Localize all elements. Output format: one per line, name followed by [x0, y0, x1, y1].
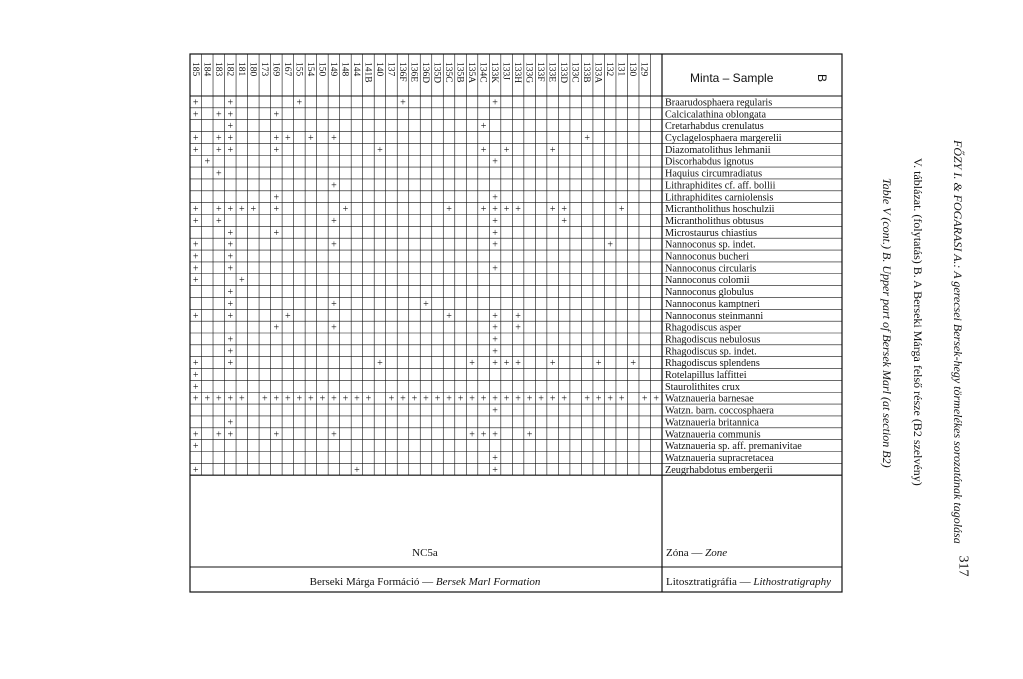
- species-name: Haquius circumradiatus: [665, 168, 763, 180]
- occurrence-mark: +: [515, 310, 521, 322]
- occurrence-mark: +: [492, 263, 498, 275]
- sample-number: 150: [316, 62, 327, 77]
- sample-number: 133A: [592, 62, 603, 84]
- sample-number: 130: [627, 62, 638, 77]
- occurrence-mark: +: [492, 310, 498, 322]
- occurrence-mark: +: [434, 393, 441, 405]
- occurrence-mark: +: [492, 215, 498, 227]
- occurrence-mark: +: [296, 393, 303, 405]
- occurrence-mark: +: [400, 97, 406, 109]
- occurrence-mark: +: [238, 275, 245, 287]
- occurrence-mark: +: [227, 144, 234, 156]
- occurrence-mark: +: [227, 417, 234, 429]
- occurrence-mark: +: [492, 97, 498, 109]
- occurrence-mark: +: [492, 227, 498, 239]
- occurrence-mark: +: [561, 215, 567, 227]
- species-name: Nannoconus steinmanni: [665, 310, 764, 322]
- sample-number: 182: [224, 62, 235, 77]
- occurrence-mark: +: [549, 358, 556, 370]
- species-name: Watznaueria supracretacea: [665, 452, 774, 464]
- species-name: Rhagodiscus asper: [665, 322, 742, 334]
- occurrence-mark: +: [250, 204, 257, 216]
- sample-number: 167: [281, 62, 292, 77]
- species-name: Watznaueria barnesae: [665, 393, 754, 405]
- occurrence-mark: +: [503, 393, 510, 405]
- occurrence-mark: +: [285, 393, 291, 405]
- occurrence-mark: +: [549, 393, 556, 405]
- occurrence-mark: +: [192, 370, 199, 381]
- occurrence-mark: +: [641, 393, 648, 405]
- occurrence-mark: +: [492, 393, 498, 405]
- occurrence-mark: +: [584, 393, 590, 405]
- species-name: Lithraphidites carniolensis: [665, 192, 774, 204]
- occurrence-mark: +: [273, 393, 280, 405]
- occurrence-mark: +: [492, 429, 498, 441]
- occurrence-mark: +: [503, 144, 510, 156]
- sample-number: 133G: [523, 62, 534, 84]
- occurrence-mark: +: [561, 393, 567, 405]
- occurrence-mark: +: [227, 133, 234, 144]
- occurrence-mark: +: [192, 441, 199, 453]
- species-name: Nannoconus globulus: [665, 287, 754, 299]
- sample-number: 135D: [431, 62, 442, 84]
- occurrence-mark: +: [388, 393, 395, 405]
- occurrence-mark: +: [492, 464, 498, 476]
- occurrence-mark: +: [192, 133, 199, 144]
- lithostratigraphy-label: Litosztratigráfia — Lithostratigraphy: [666, 576, 831, 588]
- occurrence-mark: +: [227, 204, 234, 216]
- occurrence-mark: +: [273, 109, 280, 121]
- occurrence-mark: +: [192, 251, 199, 263]
- occurrence-mark: +: [515, 358, 521, 370]
- occurrence-mark: +: [549, 204, 556, 216]
- occurrence-mark: +: [285, 133, 291, 144]
- page-number: 317: [955, 555, 970, 577]
- occurrence-mark: +: [227, 251, 234, 263]
- occurrence-mark: +: [192, 381, 199, 393]
- occurrence-mark: +: [227, 97, 234, 109]
- occurrence-mark: +: [480, 429, 487, 441]
- occurrence-mark: +: [227, 109, 234, 121]
- occurrence-mark: +: [192, 215, 199, 227]
- occurrence-mark: +: [515, 322, 521, 334]
- sample-number: 185: [189, 62, 200, 77]
- occurrence-mark: +: [192, 263, 199, 275]
- species-name: Discorhabdus ignotus: [665, 156, 754, 168]
- species-name: Watznaueria sp. aff. premanivitae: [665, 441, 802, 453]
- species-name: Staurolithites crux: [665, 381, 740, 393]
- sample-number: 133H: [512, 62, 523, 84]
- species-name: Cretarhabdus crenulatus: [665, 121, 764, 133]
- sample-number: 181: [235, 62, 246, 77]
- occurrence-mark: +: [561, 204, 567, 216]
- species-name: Calcicalathina oblongata: [665, 109, 766, 121]
- sample-number: 134C: [477, 62, 488, 83]
- occurrence-mark: +: [192, 97, 199, 109]
- sample-number: 133C: [569, 62, 580, 83]
- sample-number: 149: [327, 62, 338, 77]
- occurrence-mark: +: [192, 109, 199, 121]
- sample-number: 184: [201, 62, 212, 77]
- species-name: Nannoconus colomii: [665, 275, 750, 287]
- occurrence-mark: +: [238, 204, 245, 216]
- sample-number: 135C: [443, 62, 454, 83]
- occurrence-mark: +: [446, 310, 452, 322]
- occurrence-mark: +: [331, 429, 337, 441]
- occurrence-mark: +: [446, 393, 452, 405]
- occurrence-mark: +: [273, 204, 280, 216]
- sample-number: 136F: [396, 62, 407, 82]
- species-name: Diazomatolithus lehmanii: [665, 144, 771, 156]
- occurrence-mark: +: [308, 393, 314, 405]
- occurrence-mark: +: [215, 144, 222, 156]
- occurrence-mark: +: [227, 358, 234, 370]
- occurrence-mark: +: [273, 227, 280, 239]
- species-rows: [665, 97, 802, 475]
- occurrence-mark: +: [492, 192, 498, 204]
- occurrence-mark: +: [227, 121, 234, 133]
- occurrence-mark: +: [377, 358, 383, 370]
- sample-number: 132: [604, 62, 615, 77]
- occurrence-mark: +: [400, 393, 406, 405]
- sample-number: 173: [258, 62, 269, 77]
- occurrence-mark: +: [215, 109, 222, 121]
- section-mark: B: [815, 74, 829, 83]
- sample-number: 135A: [466, 62, 477, 84]
- formation-value: Berseki Márga Formáció — Bersek Marl Formation: [309, 576, 541, 588]
- species-name: Rhagodiscus nebulosus: [665, 334, 761, 346]
- occurrence-mark: +: [273, 322, 280, 334]
- occurrence-mark: +: [618, 204, 625, 216]
- occurrence-mark: +: [423, 298, 429, 310]
- occurrence-mark: +: [192, 393, 199, 405]
- species-name: Nannoconus bucheri: [665, 251, 750, 263]
- species-name: Watznaueria britannica: [665, 417, 759, 429]
- occurrence-mark: +: [480, 393, 487, 405]
- occurrence-mark: +: [492, 346, 498, 358]
- species-name: Rotelapillus laffittei: [665, 370, 747, 381]
- occurrence-mark: +: [618, 393, 625, 405]
- species-name: Nannoconus circularis: [665, 263, 757, 275]
- occurrence-mark: +: [515, 204, 521, 216]
- occurrence-mark: +: [469, 429, 475, 441]
- zone-value: NC5a: [412, 547, 438, 559]
- occurrence-mark: +: [331, 180, 337, 192]
- occurrence-mark: +: [331, 322, 337, 334]
- occurrence-mark: +: [192, 275, 199, 287]
- occurrence-mark: +: [653, 393, 660, 405]
- occurrence-mark: +: [492, 156, 498, 168]
- sample-number: 141B: [362, 62, 373, 83]
- sample-number: 148: [339, 62, 350, 77]
- occurrence-mark: +: [480, 121, 487, 133]
- occurrence-mark: +: [503, 358, 510, 370]
- sample-number: 140: [373, 62, 384, 77]
- table-caption-hungarian: V. táblázat. (folytatás) B. A Berseki Márga felső része (B2 szelvény): [911, 158, 925, 486]
- occurrence-mark: +: [480, 144, 487, 156]
- occurrence-mark: +: [319, 393, 326, 405]
- sample-number: 180: [247, 62, 258, 77]
- species-name: Nannoconus kamptneri: [665, 298, 760, 310]
- species-name: Watzn. barn. coccosphaera: [665, 405, 774, 417]
- occurrence-mark: +: [227, 429, 234, 441]
- species-name: Braarudosphaera regularis: [665, 97, 773, 109]
- sample-column-label: Minta – Sample: [690, 71, 774, 85]
- occurrence-mark: +: [503, 204, 510, 216]
- occurrence-mark: +: [515, 393, 521, 405]
- occurrence-mark: +: [238, 393, 245, 405]
- occurrence-mark: +: [446, 204, 452, 216]
- sample-number: 131: [615, 62, 626, 77]
- occurrence-mark: +: [526, 429, 533, 441]
- sample-number: 135B: [454, 62, 465, 83]
- species-name: Micrantholithus obtusus: [665, 215, 764, 227]
- species-name: Zeugrhabdotus embergerii: [665, 464, 773, 476]
- sample-number: 144: [350, 62, 361, 77]
- occurrence-mark: +: [480, 204, 487, 216]
- occurrence-mark: +: [192, 358, 199, 370]
- occurrence-mark: +: [607, 393, 614, 405]
- occurrence-mark: +: [630, 358, 637, 370]
- table-caption-english: Table V (cont.) B. Upper part of Bersek Marl (at section B2): [880, 178, 894, 468]
- occurrence-mark: +: [607, 239, 614, 251]
- occurrence-mark: +: [331, 133, 337, 144]
- species-name: Microstaurus chiastius: [665, 227, 757, 239]
- occurrence-mark: +: [215, 429, 222, 441]
- occurrence-mark: +: [215, 168, 222, 180]
- species-name: Lithraphidites cf. aff. bollii: [665, 180, 776, 192]
- occurrence-mark: +: [273, 133, 280, 144]
- sample-number: 133E: [546, 62, 557, 83]
- occurrence-mark: +: [227, 263, 234, 275]
- occurrence-mark: +: [331, 393, 337, 405]
- species-name: Rhagodiscus splendens: [665, 358, 760, 370]
- occurrence-mark: +: [227, 346, 234, 358]
- occurrence-mark: +: [227, 287, 234, 299]
- occurrence-mark: +: [227, 239, 234, 251]
- occurrence-mark: +: [296, 97, 303, 109]
- occurrence-mark: +: [192, 310, 199, 322]
- sample-number: 154: [304, 62, 315, 77]
- occurrence-mark: +: [469, 393, 475, 405]
- sample-number: 133J: [500, 62, 511, 80]
- occurrence-mark: +: [227, 298, 234, 310]
- occurrence-mark: +: [192, 464, 199, 476]
- zone-label: Zóna — Zone: [666, 547, 728, 559]
- sample-number: 133D: [558, 62, 569, 84]
- occurrence-mark: +: [308, 133, 314, 144]
- species-name: Rhagodiscus sp. indet.: [665, 346, 757, 358]
- sample-number: 137: [385, 62, 396, 77]
- occurrence-mark: +: [215, 215, 222, 227]
- sample-number: 136E: [408, 62, 419, 83]
- occurrence-mark: +: [492, 239, 498, 251]
- sample-header-row: [190, 62, 649, 83]
- occurrence-mark: +: [273, 429, 280, 441]
- occurrence-mark: +: [549, 144, 556, 156]
- species-name: Watznaueria communis: [665, 429, 761, 441]
- occurrence-mark: +: [595, 393, 602, 405]
- occurrence-mark: +: [331, 298, 337, 310]
- occurrence-mark: +: [492, 204, 498, 216]
- sample-number: 183: [212, 62, 223, 77]
- occurrence-mark: +: [365, 393, 372, 405]
- occurrence-mark: +: [227, 393, 234, 405]
- occurrence-mark: +: [342, 204, 349, 216]
- sample-number: 133F: [535, 62, 546, 82]
- occurrence-mark: +: [492, 405, 498, 417]
- sample-number: 136D: [420, 62, 430, 84]
- occurrence-mark: +: [492, 452, 498, 464]
- occurrence-mark: +: [595, 358, 602, 370]
- occurrence-mark: +: [285, 310, 291, 322]
- occurrence-mark: +: [204, 393, 211, 405]
- occurrence-mark: +: [538, 393, 544, 405]
- occurrence-mark: +: [215, 204, 222, 216]
- sample-number: 129: [638, 62, 649, 77]
- occurrence-mark: +: [273, 192, 280, 204]
- occurrence-mark: +: [192, 204, 199, 216]
- species-name: Micrantholithus hoschulzii: [665, 204, 775, 216]
- occurrence-mark: +: [457, 393, 464, 405]
- species-name: Cyclagelosphaera margerelii: [665, 133, 782, 144]
- occurrence-mark: +: [492, 322, 498, 334]
- occurrence-mark: +: [492, 358, 498, 370]
- occurrence-mark: +: [227, 334, 234, 346]
- occurrence-mark: +: [526, 393, 533, 405]
- occurrence-mark: +: [192, 239, 199, 251]
- occurrence-mark: +: [227, 227, 234, 239]
- occurrence-mark: +: [262, 393, 268, 405]
- occurrence-mark: +: [215, 393, 222, 405]
- occurrence-mark: +: [423, 393, 429, 405]
- occurrence-mark: +: [411, 393, 418, 405]
- occurrence-mark: +: [192, 429, 199, 441]
- occurrence-mark: +: [377, 144, 383, 156]
- occurrence-mark: +: [215, 133, 222, 144]
- sample-number: 133K: [489, 62, 500, 84]
- occurrence-mark: +: [331, 239, 337, 251]
- occurrence-mark: +: [227, 310, 234, 322]
- occurrence-mark: +: [584, 133, 590, 144]
- occurrence-mark: +: [204, 156, 211, 168]
- occurrence-mark: +: [192, 144, 199, 156]
- occurrence-mark: +: [273, 144, 280, 156]
- occurrence-mark: +: [331, 215, 337, 227]
- running-header-authors: FŐZY I. & FOGARASI A.: A gerecsei Bersek-hegy törmelékes sorozatának tagolása: [951, 140, 965, 544]
- occurrence-mark: +: [492, 334, 498, 346]
- sample-number: 155: [293, 62, 304, 77]
- occurrence-marks: [193, 97, 659, 475]
- sample-number: 133B: [581, 62, 592, 83]
- occurrence-mark: +: [354, 393, 360, 405]
- sample-number: 169: [270, 62, 281, 77]
- occurrence-mark: +: [354, 464, 360, 476]
- species-name: Nannoconus sp. indet.: [665, 239, 756, 251]
- occurrence-mark: +: [342, 393, 349, 405]
- occurrence-mark: +: [469, 358, 475, 370]
